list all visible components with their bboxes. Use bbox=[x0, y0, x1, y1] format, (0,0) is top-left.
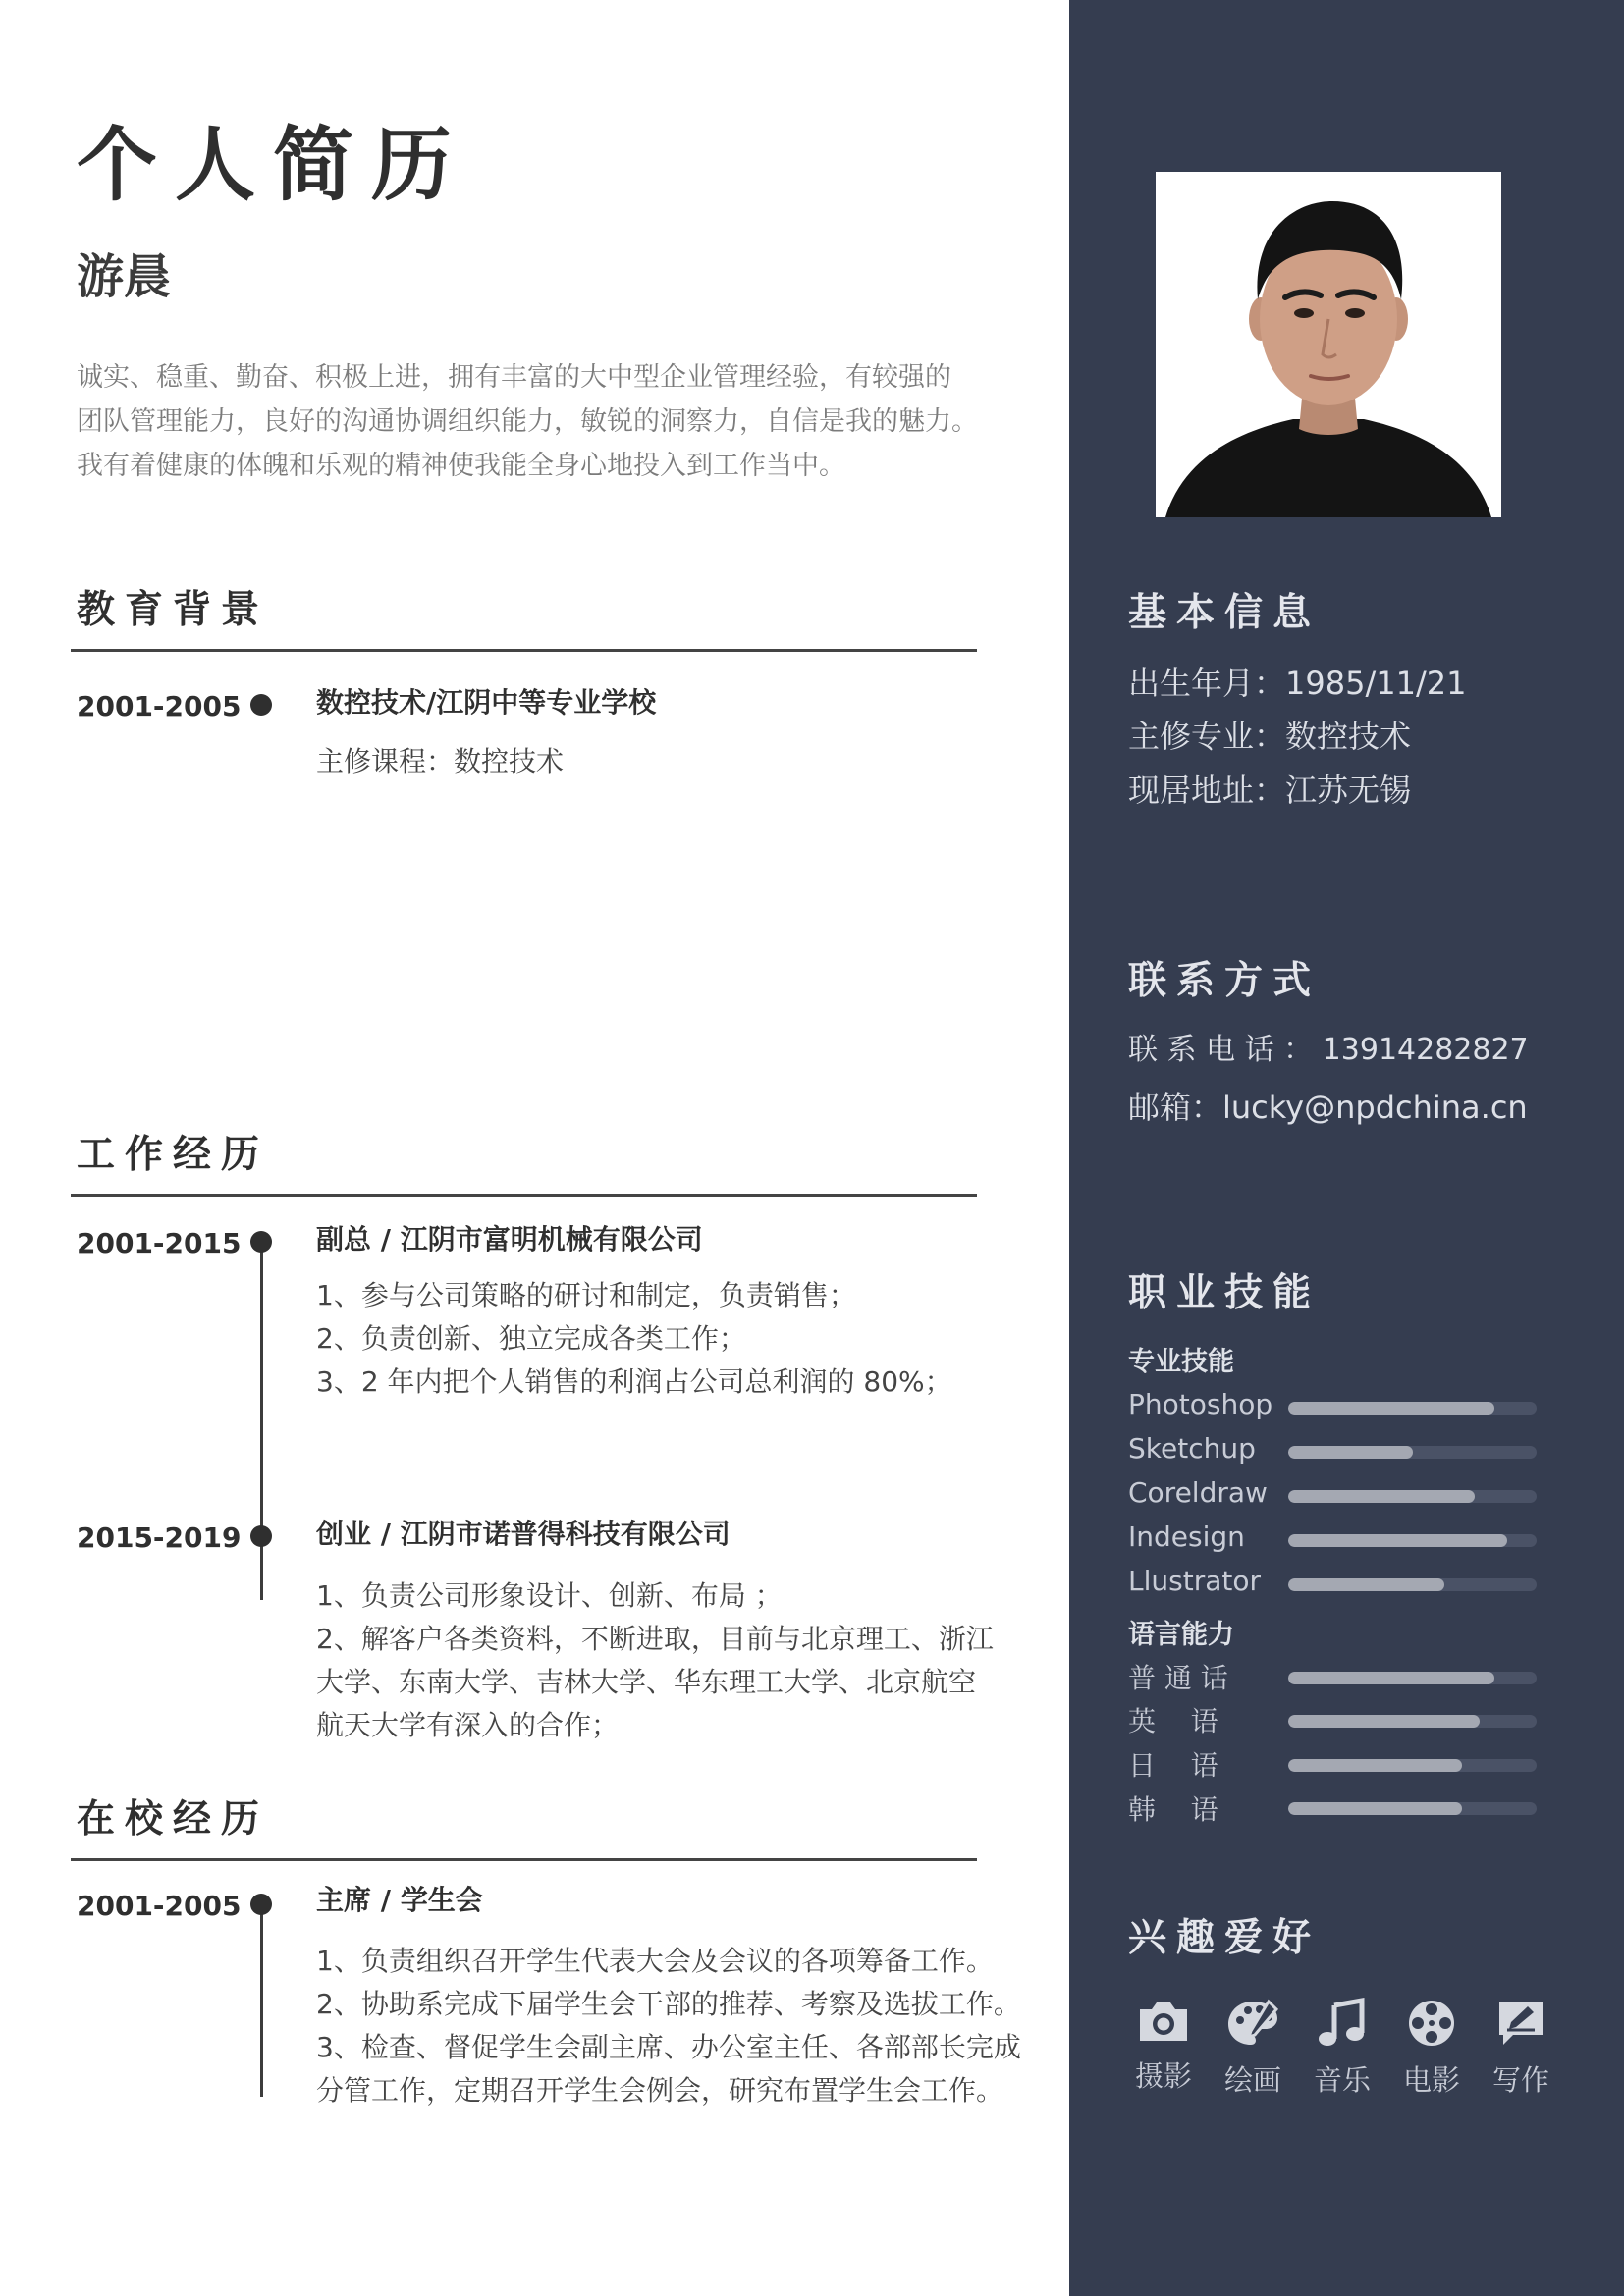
palette-icon bbox=[1225, 1998, 1280, 2049]
skill-bar-track bbox=[1288, 1446, 1537, 1459]
skill-label: Sketchup bbox=[1128, 1432, 1256, 1465]
skill-label: Llustrator bbox=[1128, 1565, 1261, 1597]
portrait-illustration bbox=[1156, 172, 1501, 517]
current-address: 现居地址：江苏无锡 bbox=[1128, 772, 1412, 809]
detail-line: 大学、东南大学、吉林大学、华东理工大学、北京航空 bbox=[316, 1666, 977, 1698]
detail-line: 1、参与公司策略的研讨和制定，负责销售； bbox=[316, 1279, 856, 1311]
camera-icon bbox=[1136, 1998, 1191, 2045]
campus-section-title: 在校经历 bbox=[77, 1797, 270, 1842]
hobby-label: 绘画 bbox=[1223, 2063, 1281, 2097]
contact-title: 联系方式 bbox=[1128, 959, 1322, 1003]
work-details bbox=[316, 1274, 1003, 1404]
work-divider bbox=[71, 1194, 977, 1197]
education-section-title: 教育背景 bbox=[77, 588, 270, 632]
skill-bar-fill bbox=[1288, 1534, 1507, 1547]
detail-line: 2、负责创新、独立完成各类工作； bbox=[316, 1322, 746, 1355]
intro-line: 团队管理能力，良好的沟通协调组织能力，敏锐的洞察力，自信是我的魅力。 bbox=[77, 406, 978, 437]
person-name: 游晨 bbox=[77, 249, 172, 304]
work-title: 副总 / 江阴市富明机械有限公司 bbox=[316, 1223, 703, 1255]
language-bar-fill bbox=[1288, 1802, 1462, 1815]
hobby-painting bbox=[1209, 1998, 1297, 2095]
music-note-icon bbox=[1317, 1998, 1368, 2049]
detail-line: 2、解客户各类资料，不断进取，目前与北京理工、浙江 bbox=[316, 1623, 994, 1655]
hobby-music bbox=[1298, 1998, 1386, 2095]
language-label: 普 通 话 bbox=[1128, 1662, 1228, 1694]
work-section-title: 工作经历 bbox=[77, 1133, 270, 1177]
language-bar-track bbox=[1288, 1759, 1537, 1772]
skill-bar-track bbox=[1288, 1578, 1537, 1591]
skills-title: 职业技能 bbox=[1128, 1271, 1322, 1315]
writing-icon bbox=[1495, 1998, 1546, 2049]
detail-line: 主修课程：数控技术 bbox=[316, 745, 565, 777]
intro-line: 我有着健康的体魄和乐观的精神使我能全身心地投入到工作当中。 bbox=[77, 451, 845, 481]
work-date: 2015-2019 bbox=[77, 1522, 242, 1554]
language-label: 韩 语 bbox=[1128, 1793, 1218, 1826]
hobby-label: 摄影 bbox=[1134, 2059, 1192, 2093]
campus-timeline-line bbox=[260, 1900, 263, 2097]
detail-line: 1、负责公司形象设计、创新、布局 ； bbox=[316, 1579, 783, 1612]
detail-line: 航天大学有深入的合作； bbox=[316, 1709, 620, 1741]
detail-line: 3、检查、督促学生会副主席、办公室主任、各部部长完成 bbox=[316, 2031, 1021, 2063]
detail-line: 1、负责组织召开学生代表大会及会议的各项筹备工作。 bbox=[316, 1945, 994, 1977]
campus-date: 2001-2005 bbox=[77, 1890, 242, 1922]
professional-skills-title: 专业技能 bbox=[1128, 1347, 1234, 1377]
work-date: 2001-2015 bbox=[77, 1227, 242, 1259]
hobby-movies bbox=[1387, 1998, 1476, 2095]
detail-line: 2、协助系完成下届学生会干部的推荐、考察及选拔工作。 bbox=[316, 1988, 1021, 2020]
education-details bbox=[316, 740, 1003, 783]
education-divider bbox=[71, 649, 977, 652]
campus-details bbox=[316, 1940, 1021, 2112]
timeline-dot bbox=[250, 1231, 272, 1253]
profile-photo bbox=[1156, 172, 1501, 517]
major: 主修专业：数控技术 bbox=[1128, 718, 1412, 755]
skill-label: Indesign bbox=[1128, 1521, 1245, 1553]
language-bar-fill bbox=[1288, 1759, 1462, 1772]
hobby-photography bbox=[1119, 1998, 1208, 2091]
email-address: 邮箱：lucky@npdchina.cn bbox=[1128, 1089, 1528, 1126]
skill-bar-track bbox=[1288, 1534, 1537, 1547]
language-label: 日 语 bbox=[1128, 1749, 1218, 1782]
intro-line: 诚实、稳重、勤奋、积极上进，拥有丰富的大中型企业管理经验，有较强的 bbox=[77, 362, 951, 393]
hobbies-title: 兴趣爱好 bbox=[1128, 1916, 1322, 1960]
detail-line: 3、2 年内把个人销售的利润占公司总利润的 80%； bbox=[316, 1365, 952, 1398]
campus-divider bbox=[71, 1858, 977, 1861]
hobby-label: 写作 bbox=[1491, 2063, 1549, 2097]
language-label: 英 语 bbox=[1128, 1705, 1218, 1737]
language-bar-track bbox=[1288, 1802, 1537, 1815]
work-title: 创业 / 江阴市诺普得科技有限公司 bbox=[316, 1518, 731, 1550]
hobby-writing bbox=[1477, 1998, 1565, 2095]
skill-bar-track bbox=[1288, 1490, 1537, 1503]
timeline-dot bbox=[250, 694, 272, 716]
education-school: 数控技术/江阴中等专业学校 bbox=[316, 686, 657, 719]
work-details bbox=[316, 1575, 1003, 1747]
film-reel-icon bbox=[1406, 1998, 1457, 2049]
skill-bar-fill bbox=[1288, 1402, 1494, 1415]
birth-date: 出生年月：1985/11/21 bbox=[1128, 665, 1467, 702]
skill-bar-fill bbox=[1288, 1446, 1413, 1459]
language-skills-title: 语言能力 bbox=[1128, 1620, 1234, 1650]
detail-line: 分管工作，定期召开学生会例会，研究布置学生会工作。 bbox=[316, 2074, 1004, 2107]
language-bar-fill bbox=[1288, 1672, 1494, 1684]
skill-label: Photoshop bbox=[1128, 1388, 1273, 1420]
hobby-label: 音乐 bbox=[1313, 2063, 1371, 2097]
campus-title: 主席 / 学生会 bbox=[316, 1884, 483, 1916]
skill-bar-track bbox=[1288, 1402, 1537, 1415]
skill-bar-fill bbox=[1288, 1578, 1444, 1591]
education-date: 2001-2005 bbox=[77, 690, 242, 722]
basic-info-title: 基本信息 bbox=[1128, 591, 1322, 635]
self-introduction bbox=[77, 355, 990, 488]
language-bar-fill bbox=[1288, 1715, 1480, 1728]
timeline-dot bbox=[250, 1525, 272, 1547]
hobby-label: 电影 bbox=[1402, 2063, 1460, 2097]
timeline-dot bbox=[250, 1894, 272, 1915]
language-bar-track bbox=[1288, 1715, 1537, 1728]
skill-bar-fill bbox=[1288, 1490, 1475, 1503]
phone-number: 联 系 电 话 ： 13914282827 bbox=[1128, 1033, 1529, 1067]
skill-label: Coreldraw bbox=[1128, 1476, 1268, 1509]
document-title: 个人简历 bbox=[77, 119, 470, 212]
language-bar-track bbox=[1288, 1672, 1537, 1684]
